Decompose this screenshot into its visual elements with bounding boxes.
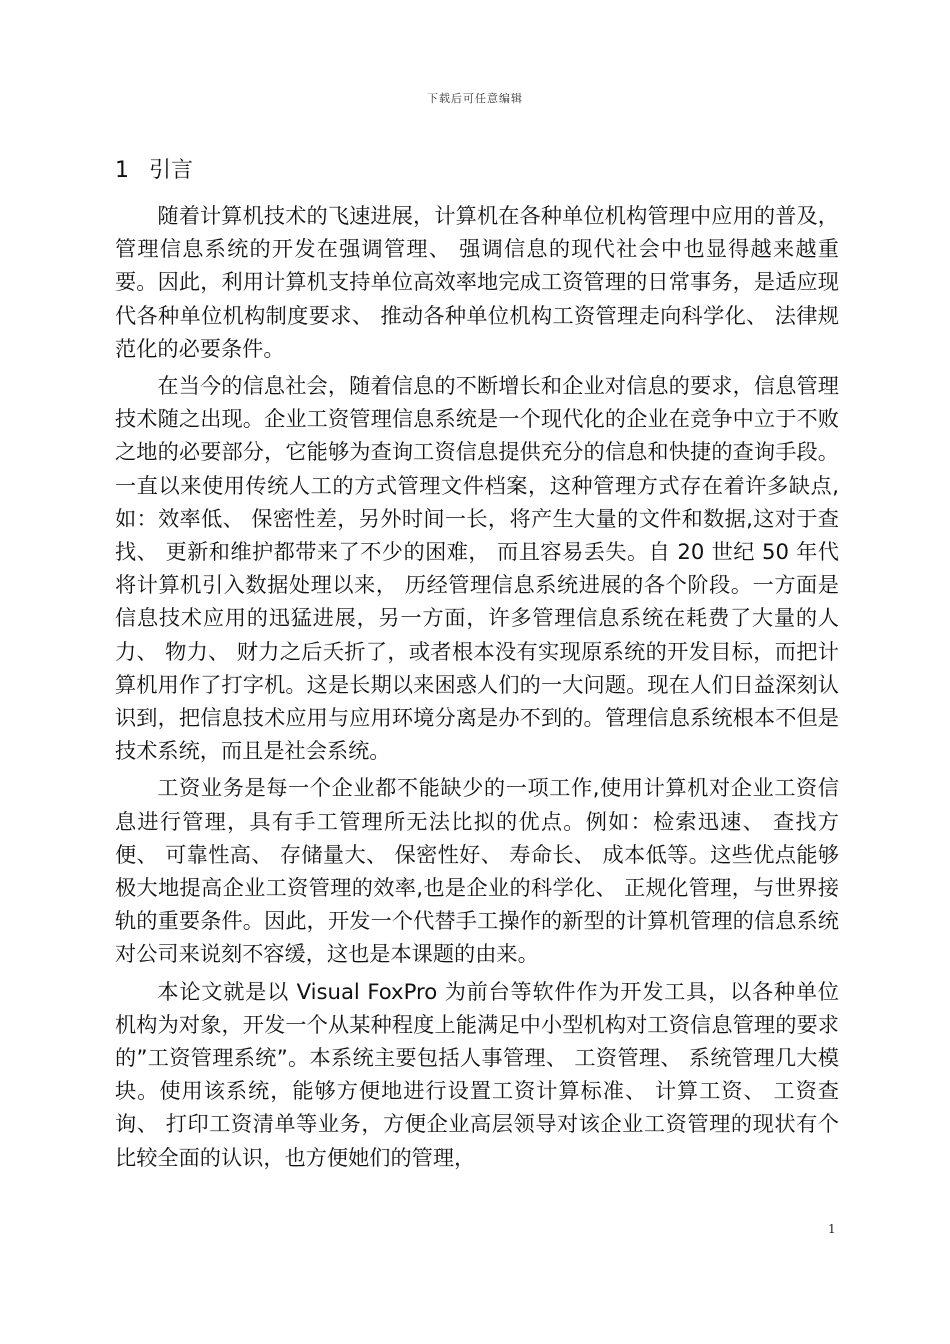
page-header-note: 下载后可任意编辑 [427,92,523,105]
page-number: 1 [828,1222,836,1236]
paragraph: 工资业务是每一个企业都不能缺少的一项工作,使用计算机对企业工资信息进行管理，具有手工管理所无法比拟的优点。例如：检索迅速、 查找方便、 可靠性高、 存储量大、 保密性好、 寿命长、 成本低等。这些优点能够极大地提高企业工资管理的效率,也是企业的科学化、 正规化管理，与世界接轨的重要条件。因此，开发一个代替手工操作的新型的计算机管理的信息系统对公司来说刻不容缓，这也是本课题的由来。 [115,775,839,967]
paragraph: 在当今的信息社会，随着信息的不断增长和企业对信息的要求，信息管理技术随之出现。企业工资管理信息系统是一个现代化的企业在竞争中立于不败之地的必要部分，它能够为查询工资信息提供充分的信息和快捷的查询手段。一直以来使用传统人工的方式管理文件档案，这种管理方式存在着许多缺点,如：效率低、 保密性差，另外时间一长，将产生大量的文件和数据,这对于查找、 更新和维护都带来了不少的困难， 而且容易丢失。自 20 世纪 50 年代将计算机引入数据处理以来， 历经管理信息系统进展的各个阶段。一方面是信息技术应用的迅猛进展，另一方面，许多管理信息系统在耗费了大量的人力、 物力、 财力之后夭折了，或者根本没有实现原系统的开发目标，而把计算机用作了打字机。这是长期以来困惑人们的一大问题。现在人们日益深刻认识到，把信息技术应用与应用环境分离是办不到的。管理信息系统根本不但是技术系统，而且是社会系统。 [115,373,839,764]
section-title: 引言 [149,158,194,183]
paragraph: 本论文就是以 Visual FoxPro 为前台等软件作为开发工具，以各种单位机构为对象，开发一个从某种程度上能满足中小型机构对工资信息管理的要求的”工资管理系统”。本系统主要包括人事管理、 工资管理、 系统管理几大模块。使用该系统，能够方便地进行设置工资计算标准、 计算工资、 工资查询、 打印工资清单等业务，方便企业高层领导对该企业工资管理的现状有个比较全面的认识，也方便她们的管理， [115,978,839,1170]
section-number: 1 [115,158,129,183]
body-text [115,199,839,1178]
section-heading [115,155,193,187]
paragraph: 随着计算机技术的飞速进展，计算机在各种单位机构管理中应用的普及，管理信息系统的开发在强调管理、 强调信息的现代社会中也显得越来越重要。因此，利用计算机支持单位高效率地完成工资管理的日常事务，是适应现代各种单位机构制度要求、 推动各种单位机构工资管理走向科学化、 法律规范化的必要条件。 [115,203,839,361]
